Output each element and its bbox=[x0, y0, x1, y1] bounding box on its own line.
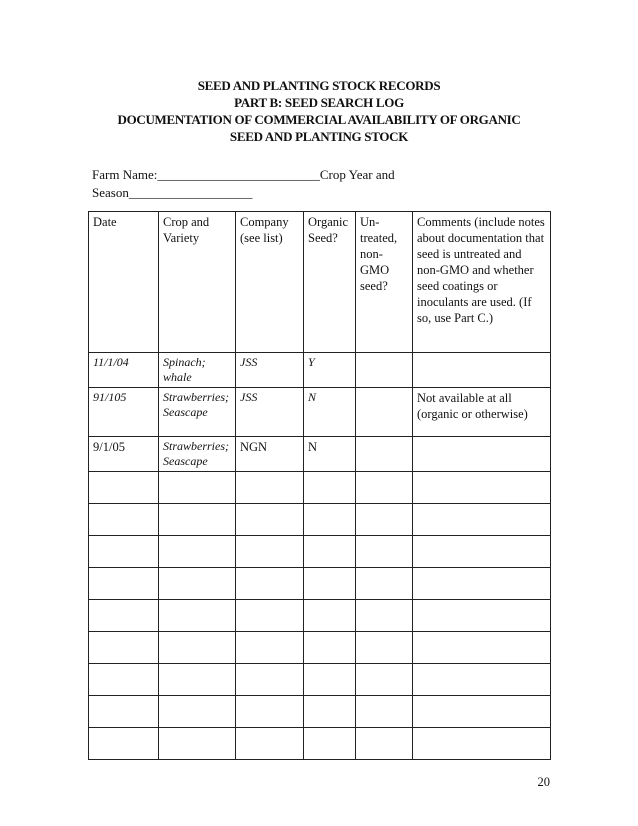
empty-cell[interactable] bbox=[304, 664, 356, 696]
empty-cell[interactable] bbox=[89, 504, 159, 536]
cell-crop[interactable]: Strawberries; Seascape bbox=[159, 388, 236, 437]
empty-cell[interactable] bbox=[413, 504, 551, 536]
title-line-3: DOCUMENTATION OF COMMERCIAL AVAILABILITY OF ORGANIC bbox=[117, 112, 521, 127]
empty-cell[interactable] bbox=[89, 472, 159, 504]
header-crop-variety: Crop and Variety bbox=[159, 212, 236, 353]
cell-date[interactable]: 11/1/04 bbox=[89, 353, 159, 388]
empty-cell[interactable] bbox=[236, 728, 304, 760]
empty-cell[interactable] bbox=[159, 600, 236, 632]
header-date: Date bbox=[89, 212, 159, 353]
empty-cell[interactable] bbox=[236, 536, 304, 568]
empty-cell[interactable] bbox=[356, 536, 413, 568]
empty-table-row bbox=[89, 664, 551, 696]
farm-name-label: Farm Name: bbox=[92, 167, 158, 182]
empty-cell[interactable] bbox=[159, 472, 236, 504]
cell-comments[interactable]: Not available at all (organic or otherwise) bbox=[413, 388, 551, 437]
cell-crop[interactable]: Strawberries; Seascape bbox=[159, 437, 236, 472]
cell-untreated[interactable] bbox=[356, 353, 413, 388]
empty-cell[interactable] bbox=[89, 728, 159, 760]
empty-cell[interactable] bbox=[304, 568, 356, 600]
empty-cell[interactable] bbox=[89, 664, 159, 696]
cell-company[interactable]: JSS bbox=[236, 353, 304, 388]
cell-date[interactable]: 9/1/05 bbox=[89, 437, 159, 472]
empty-cell[interactable] bbox=[304, 600, 356, 632]
empty-cell[interactable] bbox=[159, 632, 236, 664]
empty-cell[interactable] bbox=[356, 664, 413, 696]
empty-cell[interactable] bbox=[159, 536, 236, 568]
farm-name-field[interactable]: _________________________ bbox=[157, 167, 320, 182]
crop-year-label: Crop Year and bbox=[319, 167, 395, 182]
empty-table-row bbox=[89, 536, 551, 568]
empty-cell[interactable] bbox=[236, 600, 304, 632]
empty-cell[interactable] bbox=[304, 728, 356, 760]
empty-cell[interactable] bbox=[159, 728, 236, 760]
empty-cell[interactable] bbox=[236, 664, 304, 696]
empty-cell[interactable] bbox=[413, 632, 551, 664]
empty-table-row bbox=[89, 632, 551, 664]
empty-cell[interactable] bbox=[159, 664, 236, 696]
empty-cell[interactable] bbox=[159, 504, 236, 536]
empty-table-row bbox=[89, 600, 551, 632]
seed-search-log-table bbox=[88, 211, 551, 760]
empty-cell[interactable] bbox=[356, 632, 413, 664]
empty-cell[interactable] bbox=[413, 472, 551, 504]
header-untreated: Un-treated, non-GMO seed? bbox=[356, 212, 413, 353]
empty-table-row bbox=[89, 568, 551, 600]
cell-company[interactable]: NGN bbox=[236, 437, 304, 472]
empty-cell[interactable] bbox=[89, 696, 159, 728]
cell-company[interactable]: JSS bbox=[236, 388, 304, 437]
empty-cell[interactable] bbox=[413, 664, 551, 696]
empty-cell[interactable] bbox=[304, 504, 356, 536]
empty-cell[interactable] bbox=[89, 536, 159, 568]
table-row bbox=[89, 437, 551, 472]
empty-cell[interactable] bbox=[304, 632, 356, 664]
table-row bbox=[89, 353, 551, 388]
empty-cell[interactable] bbox=[413, 568, 551, 600]
empty-cell[interactable] bbox=[356, 600, 413, 632]
empty-cell[interactable] bbox=[356, 728, 413, 760]
cell-comments[interactable] bbox=[413, 437, 551, 472]
cell-organic[interactable]: N bbox=[304, 437, 356, 472]
empty-cell[interactable] bbox=[304, 536, 356, 568]
table-row bbox=[89, 388, 551, 437]
cell-organic[interactable]: Y bbox=[304, 353, 356, 388]
empty-cell[interactable] bbox=[304, 472, 356, 504]
empty-cell[interactable] bbox=[236, 568, 304, 600]
cell-organic[interactable]: N bbox=[304, 388, 356, 437]
cell-comments[interactable] bbox=[413, 353, 551, 388]
empty-cell[interactable] bbox=[159, 696, 236, 728]
cell-untreated[interactable] bbox=[356, 437, 413, 472]
title-line-1: SEED AND PLANTING STOCK RECORDS bbox=[197, 78, 441, 93]
empty-cell[interactable] bbox=[413, 728, 551, 760]
title-line-4: SEED AND PLANTING STOCK bbox=[229, 129, 409, 144]
empty-table-row bbox=[89, 728, 551, 760]
empty-cell[interactable] bbox=[89, 568, 159, 600]
empty-cell[interactable] bbox=[236, 632, 304, 664]
empty-table-row bbox=[89, 472, 551, 504]
empty-cell[interactable] bbox=[413, 600, 551, 632]
empty-cell[interactable] bbox=[159, 568, 236, 600]
empty-cell[interactable] bbox=[236, 472, 304, 504]
page-number: 20 bbox=[537, 775, 550, 789]
empty-table-row bbox=[89, 696, 551, 728]
cell-untreated[interactable] bbox=[356, 388, 413, 437]
empty-cell[interactable] bbox=[236, 504, 304, 536]
empty-cell[interactable] bbox=[413, 536, 551, 568]
empty-cell[interactable] bbox=[236, 696, 304, 728]
season-field[interactable]: ___________________ bbox=[128, 185, 253, 200]
cell-date[interactable]: 91/105 bbox=[89, 388, 159, 437]
document-title bbox=[88, 77, 550, 145]
empty-cell[interactable] bbox=[89, 632, 159, 664]
empty-table-row bbox=[89, 504, 551, 536]
title-line-2: PART B: SEED SEARCH LOG bbox=[234, 95, 404, 110]
empty-cell[interactable] bbox=[356, 472, 413, 504]
season-label: Season bbox=[92, 185, 129, 200]
header-company: Company (see list) bbox=[236, 212, 304, 353]
header-comments: Comments (include notes about documentation that seed is untreated and non-GMO and whether seed coatings or inoculants are used. (If so, use Part C.) bbox=[413, 212, 551, 353]
table-header-row bbox=[89, 212, 551, 353]
farm-info bbox=[92, 166, 412, 202]
header-organic-seed: Organic Seed? bbox=[304, 212, 356, 353]
empty-cell[interactable] bbox=[356, 504, 413, 536]
empty-cell[interactable] bbox=[356, 696, 413, 728]
empty-cell[interactable] bbox=[356, 568, 413, 600]
empty-cell[interactable] bbox=[413, 696, 551, 728]
empty-cell[interactable] bbox=[304, 696, 356, 728]
cell-crop[interactable]: Spinach; whale bbox=[159, 353, 236, 388]
empty-cell[interactable] bbox=[89, 600, 159, 632]
